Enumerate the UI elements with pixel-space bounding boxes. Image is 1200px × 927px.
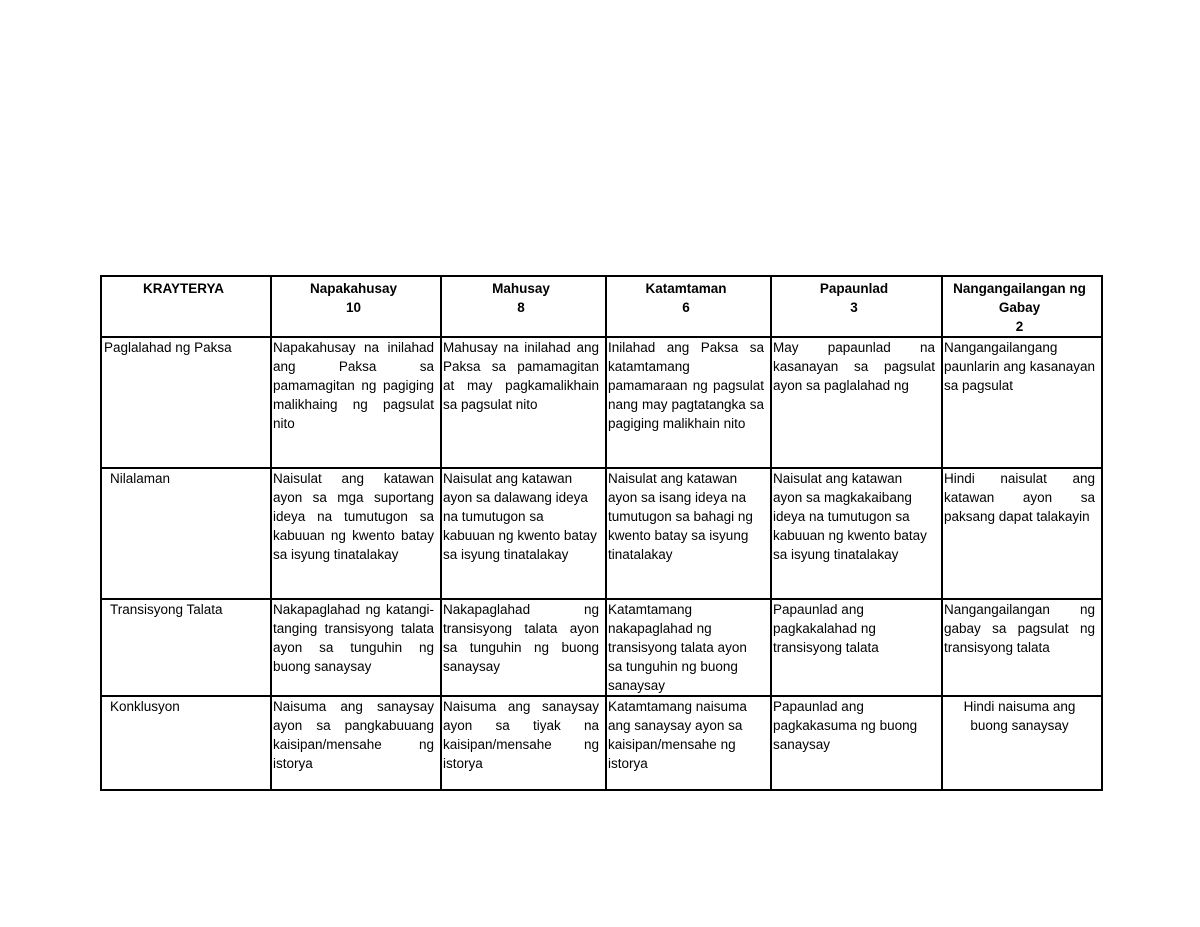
header-label: Mahusay	[492, 281, 550, 296]
header-label: Napakahusay	[309, 281, 398, 296]
table-row	[101, 337, 1102, 468]
rubric-cell: Naisulat ang katawan ayon sa dalawang ideya na tumutugon sa kabuuan ng kwento batay sa isyung tinatalakay	[441, 468, 606, 599]
header-row	[101, 276, 1102, 337]
rubric-cell: Papaunlad ang pagkakalahad ng transisyong talata	[771, 599, 942, 696]
header-mahusay	[441, 276, 606, 337]
table-row	[101, 468, 1102, 599]
rubric-cell: Nakapaglahad ng katangi-tanging transisyong talata ayon sa tunguhin ng buong sanaysay	[271, 599, 441, 696]
rubric-cell: Inilahad ang Paksa sa katamtamang pamamaraan ng pagsulat nang may pagtatangka sa pagiging malikhain nito	[606, 337, 771, 468]
rubric-cell: Naisulat ang katawan ayon sa magkakaibang ideya na tumutugon sa kabuuan ng kwento batay sa isyung tinatalakay	[771, 468, 942, 599]
header-krayterya	[101, 276, 271, 337]
header-nangangailangan-ng-gabay	[942, 276, 1102, 337]
criterion-cell: Transisyong Talata	[101, 599, 271, 696]
rubric-cell: Mahusay na inilahad ang Paksa sa pamamagitan at may pagkamalikhain sa pagsulat nito	[441, 337, 606, 468]
header-label: Nangangailangan ng Gabay	[953, 281, 1086, 315]
criterion-cell: Paglalahad ng Paksa	[101, 337, 271, 468]
header-score: 10	[345, 300, 362, 315]
rubric-cell: Hindi naisulat ang katawan ayon sa paksang dapat talakayin	[942, 468, 1102, 599]
rubric-cell: May papaunlad na kasanayan sa pagsulat ayon sa paglalahad ng	[771, 337, 942, 468]
rubric-table	[100, 275, 1103, 791]
rubric-cell: Katamtamang naisuma ang sanaysay ayon sa kaisipan/mensahe ng istorya	[606, 696, 771, 790]
table-row	[101, 696, 1102, 790]
header-katamtaman	[606, 276, 771, 337]
header-papaunlad	[771, 276, 942, 337]
rubric-cell: Naisuma ang sanaysay ayon sa pangkabuuang kaisipan/mensahe ng istorya	[271, 696, 441, 790]
header-napakahusay	[271, 276, 441, 337]
table-row	[101, 599, 1102, 696]
rubric-cell: Napakahusay na inilahad ang Paksa sa pamamagitan ng pagiging malikhaing ng pagsulat nito	[271, 337, 441, 468]
header-score: 6	[682, 300, 690, 315]
criterion-cell: Konklusyon	[101, 696, 271, 790]
rubric-cell: Naisulat ang katawan ayon sa isang ideya na tumutugon sa bahagi ng kwento batay sa isyung tinatalakay	[606, 468, 771, 599]
criterion-cell: Nilalaman	[101, 468, 271, 599]
header-score: 2	[1015, 319, 1024, 334]
rubric-cell: Nangangailangang paunlarin ang kasanayan sa pagsulat	[942, 337, 1102, 468]
rubric-cell: Naisuma ang sanaysay ayon sa tiyak na kaisipan/mensahe ng istorya	[441, 696, 606, 790]
rubric-cell: Naisulat ang katawan ayon sa mga suportang ideya na tumutugon sa kabuuan ng kwento batay sa isyung tinatalakay	[271, 468, 441, 599]
rubric-cell: Nakapaglahad ng transisyong talata ayon sa tunguhin ng buong sanaysay	[441, 599, 606, 696]
rubric-cell: Nangangailangan ng gabay sa pagsulat ng transisyong talata	[942, 599, 1102, 696]
rubric-cell: Katamtamang nakapaglahad ng transisyong talata ayon sa tunguhin ng buong sanaysay	[606, 599, 771, 696]
header-score: 8	[517, 300, 525, 315]
header-label: KRAYTERYA	[142, 281, 225, 296]
rubric-cell: Hindi naisuma ang buong sanaysay	[942, 696, 1102, 790]
header-label: Papaunlad	[819, 281, 889, 296]
header-score: 3	[850, 300, 858, 315]
header-label: Katamtaman	[645, 281, 727, 296]
rubric-cell: Papaunlad ang pagkakasuma ng buong sanaysay	[771, 696, 942, 790]
